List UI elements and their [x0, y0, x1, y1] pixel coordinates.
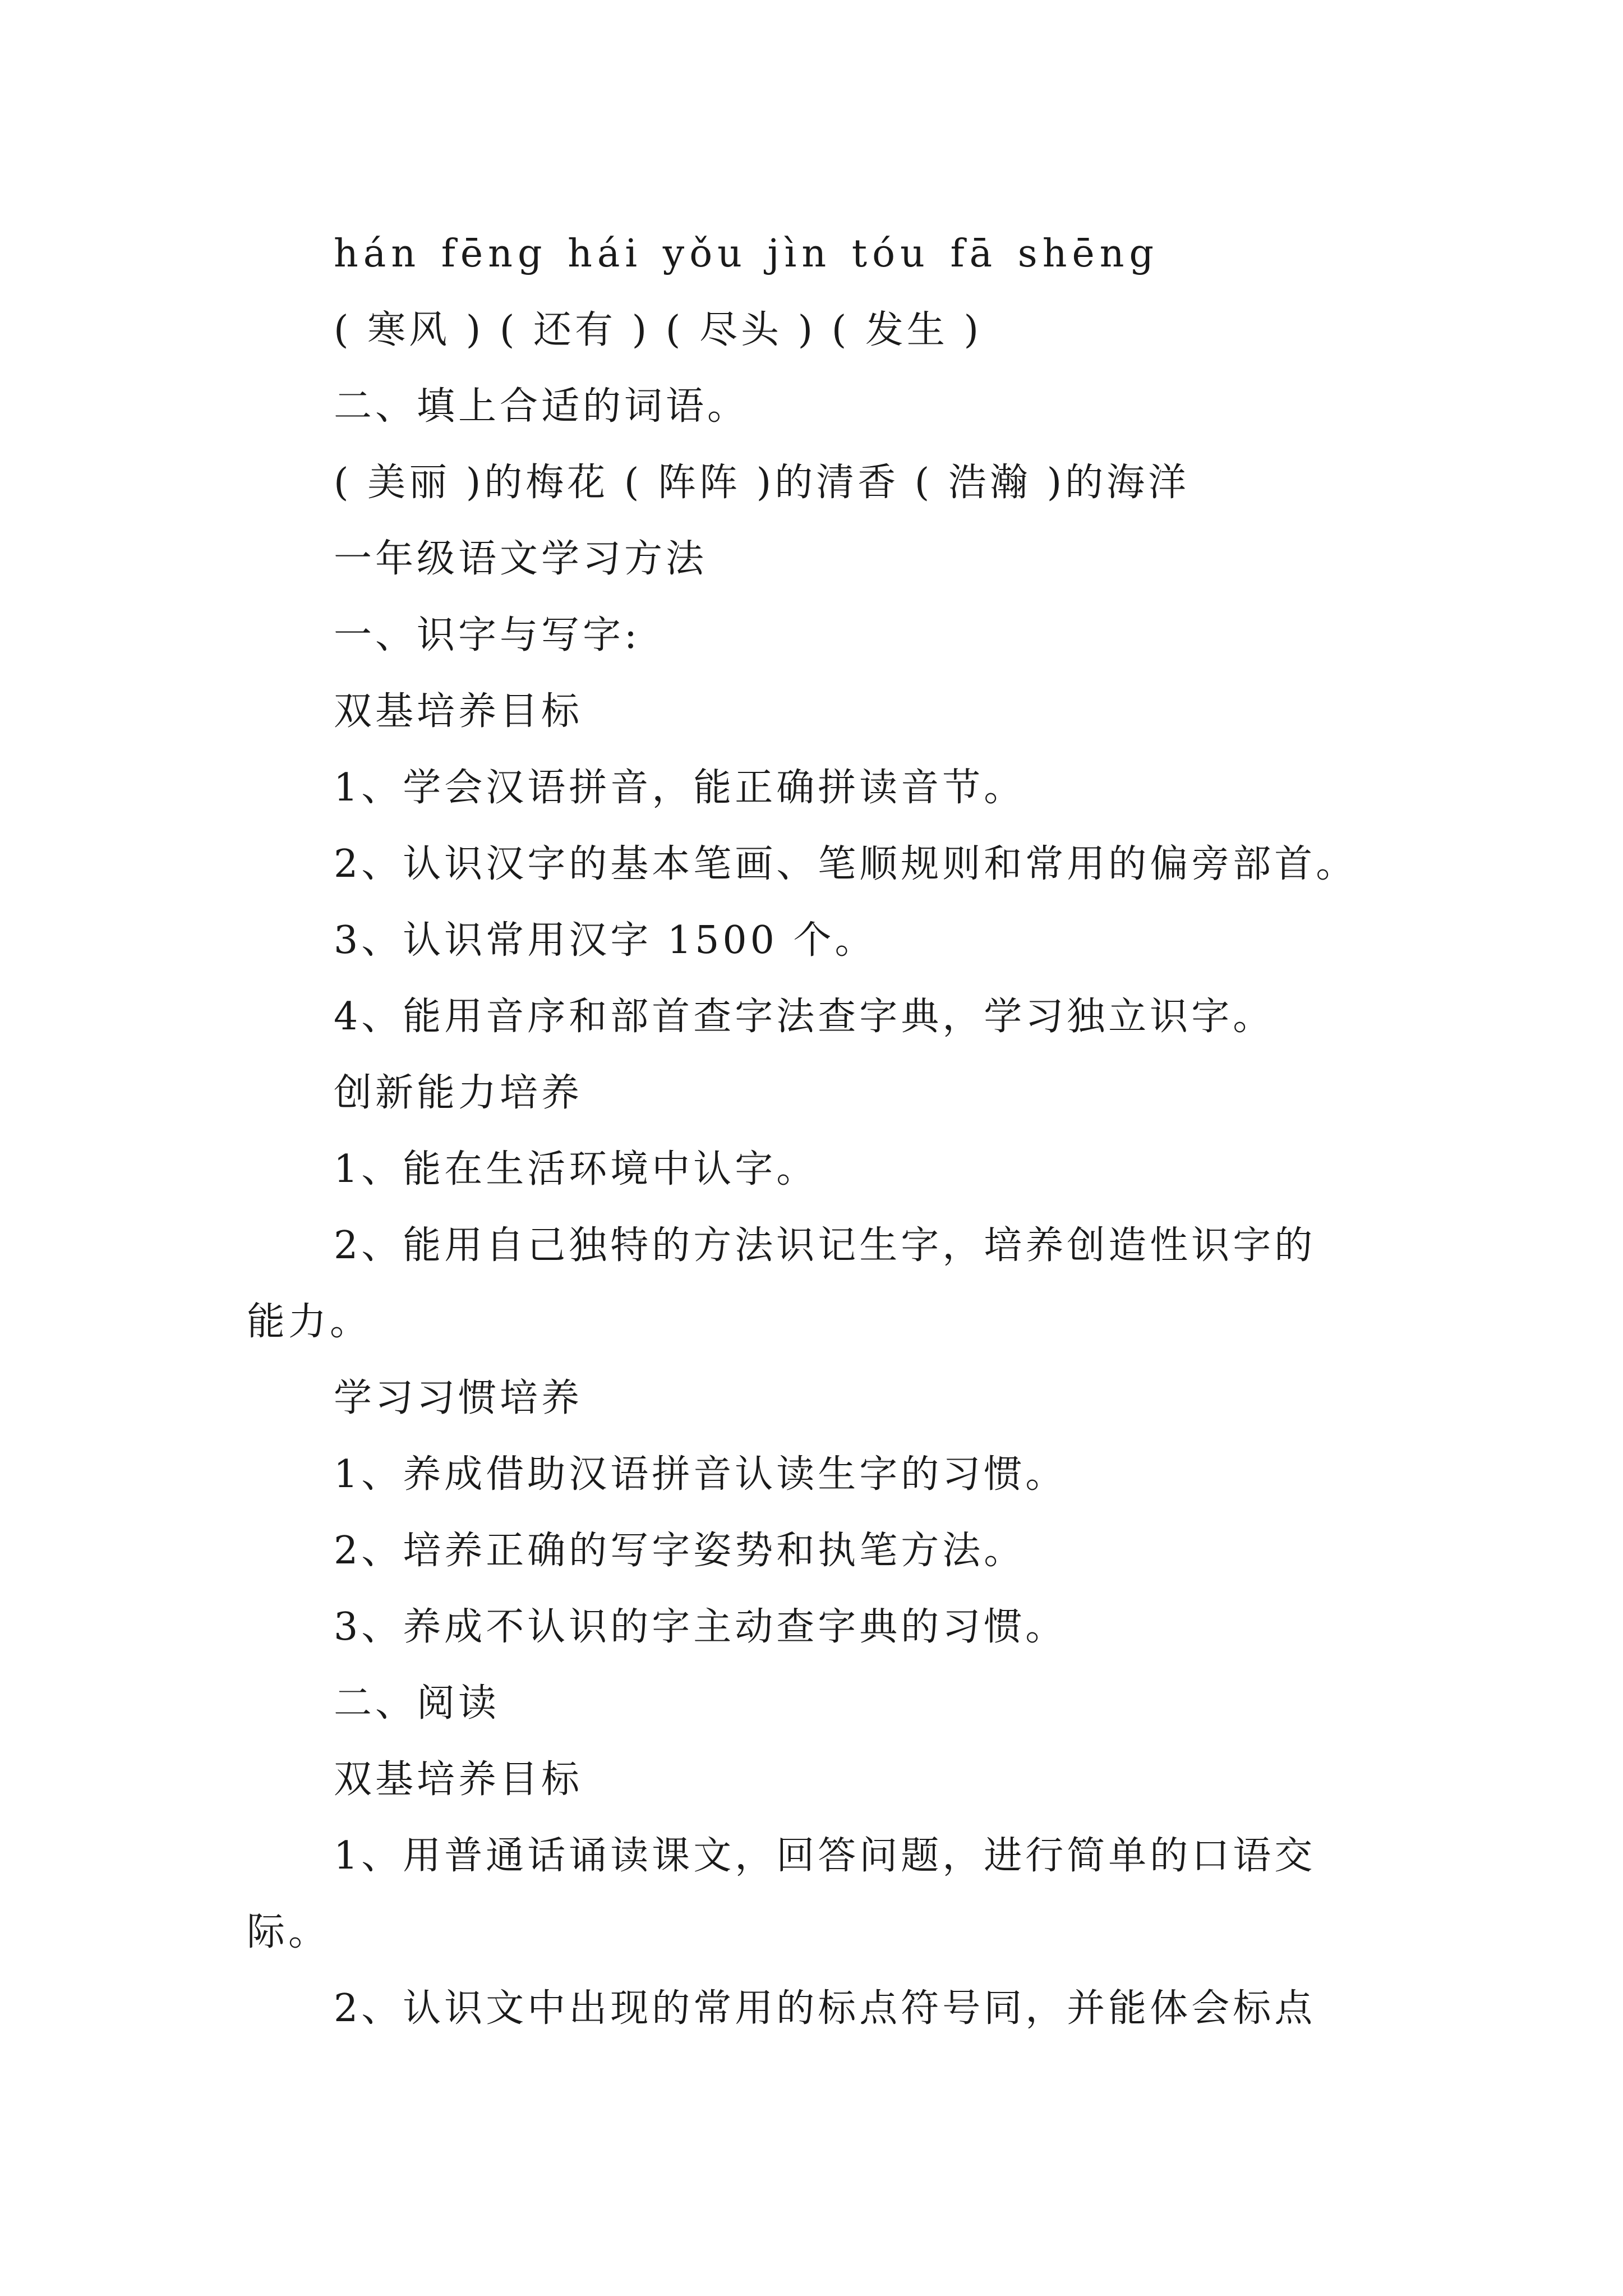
subsection-heading: 学习习惯培养	[334, 1376, 583, 1420]
section-heading: 一、识字与写字:	[334, 613, 640, 657]
list-item-continuation: 际。	[247, 1910, 330, 1954]
list-item: 2、认识汉字的基本笔画、笔顺规则和常用的偏旁部首。	[334, 842, 1358, 886]
subsection-heading: 双基培养目标	[334, 1757, 583, 1802]
list-item: 2、认识文中出现的常用的标点符号同，并能体会标点	[334, 1986, 1316, 2031]
list-item: 3、养成不认识的字主动查字典的习惯。	[334, 1605, 1067, 1649]
list-item: 1、养成借助汉语拼音认读生字的习惯。	[334, 1452, 1067, 1497]
section-heading: 二、阅读	[334, 1681, 500, 1726]
section-heading: 二、填上合适的词语。	[334, 384, 749, 429]
pinyin-line: hán fēng hái yǒu jìn tóu fā shēng	[334, 232, 1159, 276]
subsection-heading: 创新能力培养	[334, 1071, 583, 1115]
subsection-heading: 双基培养目标	[334, 689, 583, 734]
list-item: 1、能在生活环境中认字。	[334, 1147, 818, 1191]
list-item: 1、用普通话诵读课文，回答问题，进行简单的口语交	[334, 1834, 1316, 1878]
fill-in-answers: ( 美丽 )的梅花 ( 阵阵 )的清香 ( 浩瀚 )的海洋	[334, 461, 1190, 505]
document-title: 一年级语文学习方法	[334, 537, 708, 581]
list-item: 4、能用音序和部首查字法查字典，学习独立识字。	[334, 995, 1275, 1039]
list-item: 1、学会汉语拼音，能正确拼读音节。	[334, 766, 1026, 810]
list-item: 3、认识常用汉字 1500 个。	[334, 918, 877, 963]
list-item-continuation: 能力。	[247, 1300, 372, 1344]
list-item: 2、培养正确的写字姿势和执笔方法。	[334, 1529, 1026, 1573]
document-body	[247, 216, 1380, 2047]
vocabulary-answers: ( 寒风 ) ( 还有 ) ( 尽头 ) ( 发生 )	[334, 308, 983, 352]
list-item: 2、能用自己独特的方法识记生字，培养创造性识字的	[334, 1223, 1316, 1268]
